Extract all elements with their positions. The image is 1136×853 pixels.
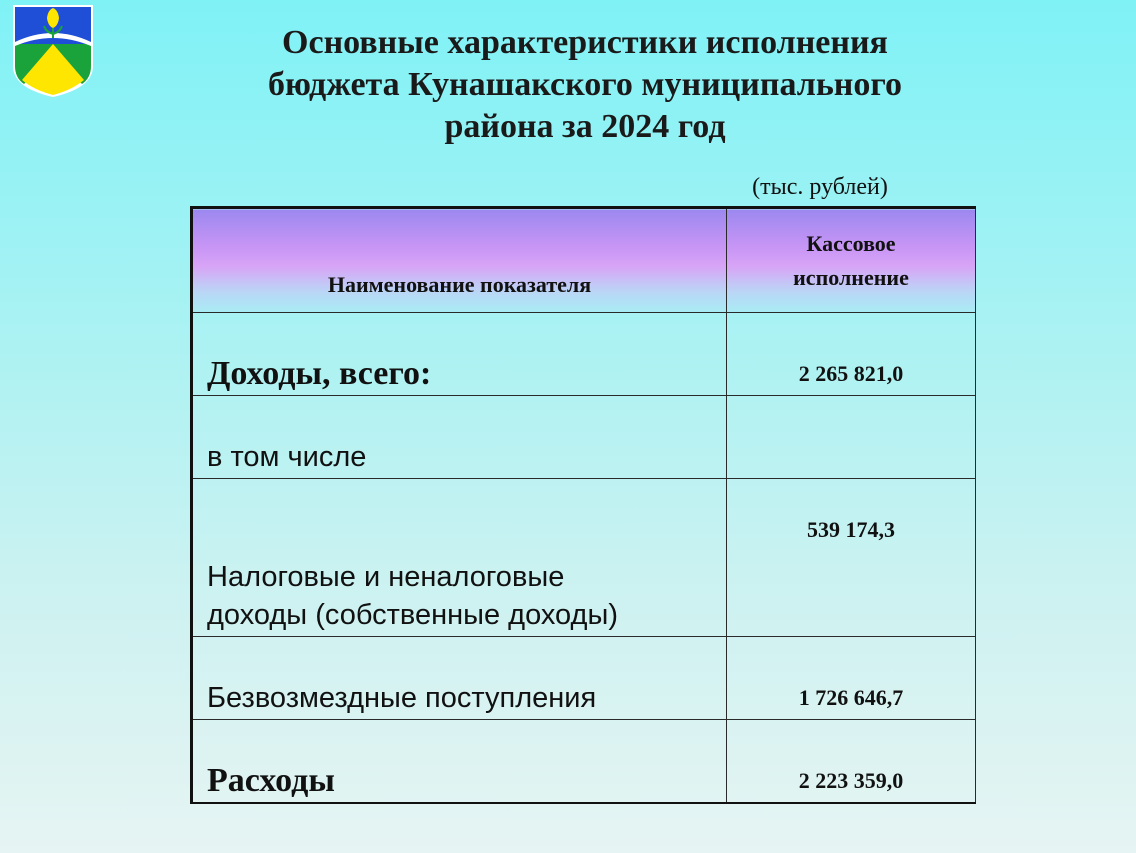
row-name-tax-line-2: доходы (собственные доходы) <box>207 599 618 631</box>
row-name-total-revenue: Доходы, всего: <box>192 313 727 396</box>
units-label: (тыс. рублей) <box>752 174 888 200</box>
row-value-including <box>727 396 976 479</box>
table-header-row <box>192 208 976 313</box>
title-line-3: района за 2024 год <box>444 108 726 145</box>
row-value-gratuitous-receipts: 1 726 646,7 <box>727 637 976 720</box>
row-value-total-revenue: 2 265 821,0 <box>727 313 976 396</box>
header-value-line-1: Кассовое <box>806 230 896 256</box>
header-indicator-name: Наименование показателя <box>192 208 727 313</box>
table-row <box>192 313 976 396</box>
header-value-line-2: исполнение <box>793 264 909 290</box>
table-row <box>192 720 976 804</box>
table-row <box>192 396 976 479</box>
table-row <box>192 637 976 720</box>
row-name-including: в том числе <box>192 396 727 479</box>
row-name-tax-line-1: Налоговые и неналоговые <box>207 561 565 593</box>
header-cash-execution <box>727 208 976 313</box>
title-line-1: Основные характеристики исполнения <box>282 24 888 61</box>
title-line-2: бюджета Кунашакского муниципального <box>268 66 902 103</box>
row-name-tax-revenue <box>192 479 727 637</box>
row-value-tax-revenue: 539 174,3 <box>727 479 976 637</box>
budget-table <box>190 206 976 804</box>
page-title <box>150 22 1020 148</box>
coat-of-arms-icon <box>12 4 94 98</box>
row-name-expenses: Расходы <box>192 720 727 804</box>
row-name-gratuitous-receipts: Безвозмездные поступления <box>192 637 727 720</box>
row-value-expenses: 2 223 359,0 <box>727 720 976 804</box>
table-row <box>192 479 976 637</box>
